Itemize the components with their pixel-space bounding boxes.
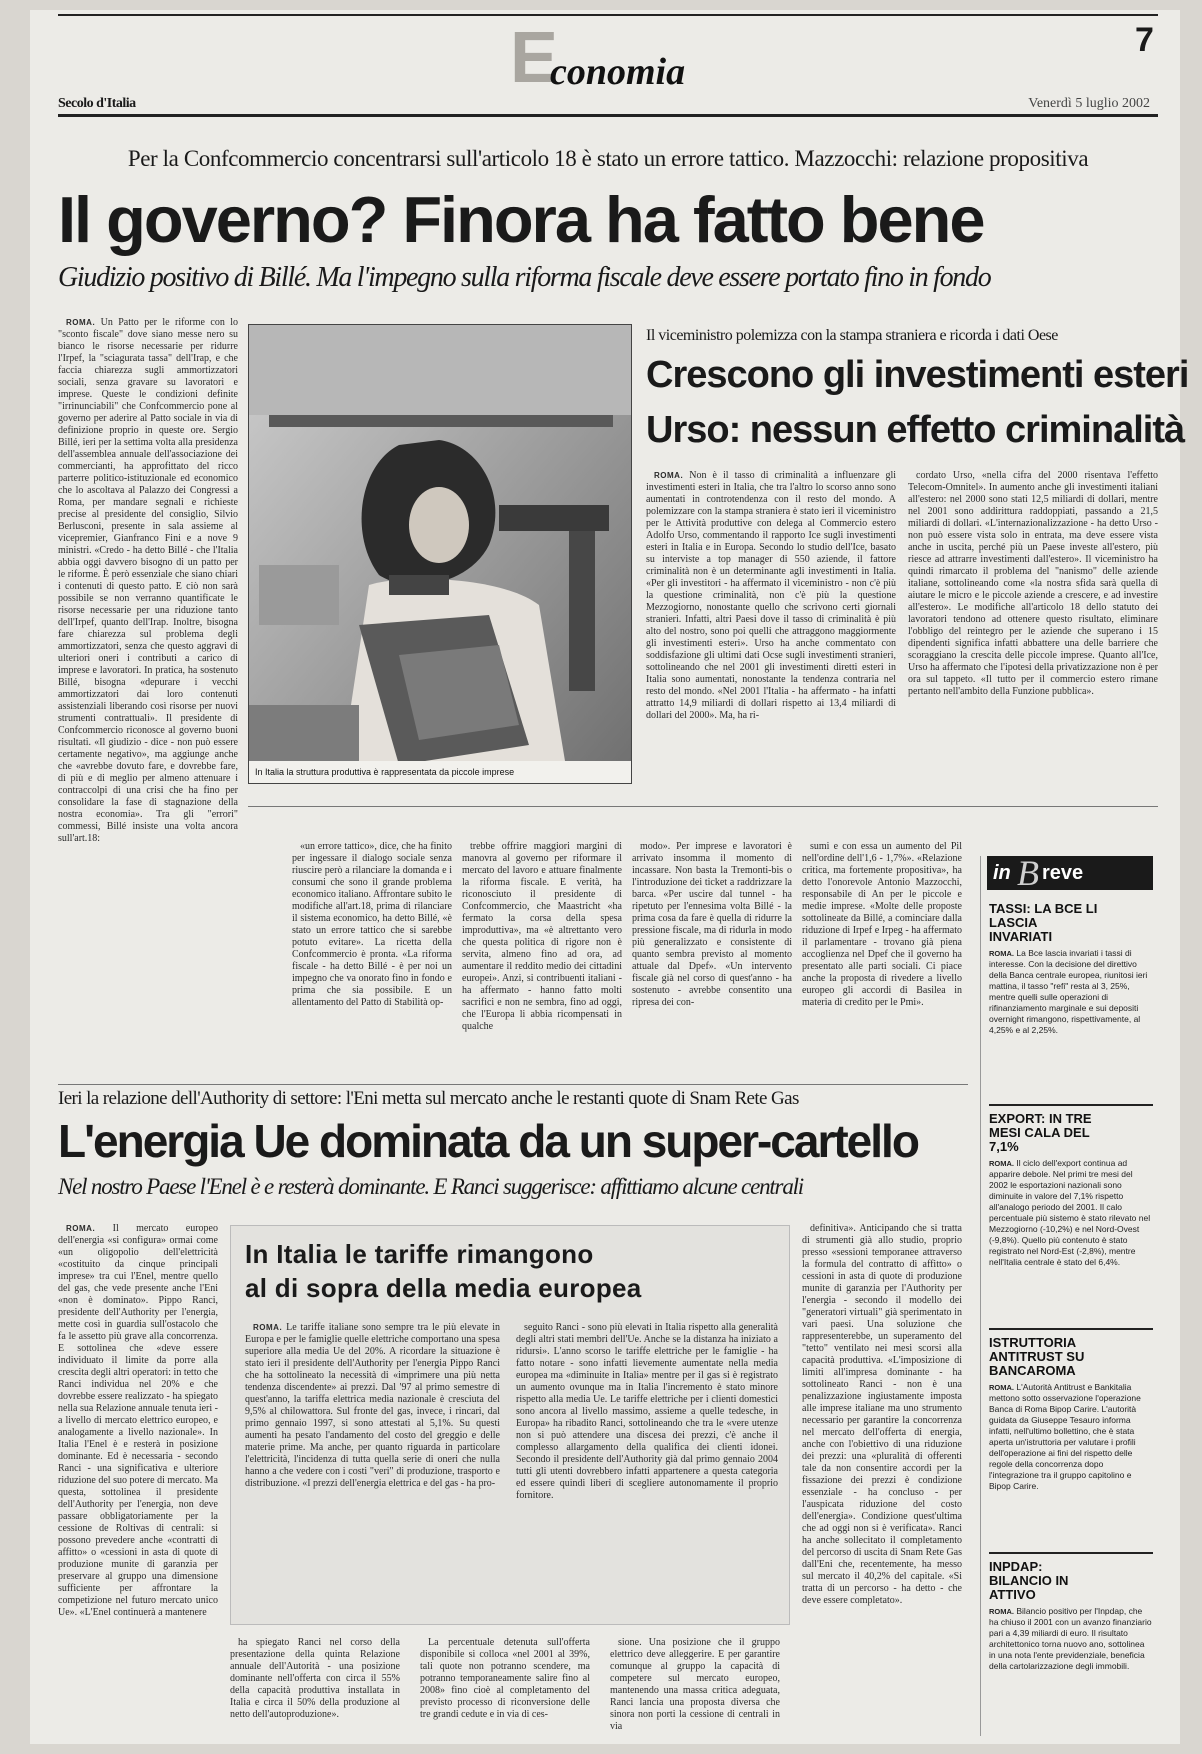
article2-text-2: cordato Urso, «nella cifra del 2000 risentava l'effetto Telecom-Omnitel». In aumento anche gli investimenti italiani all'estero: nel 2000 sono stati 12,5 miliardi di dollari, mentre nel 2001 sono addirittura raddoppiati, passando a 21,5 miliardi di dollari. «L'internazionalizzazione - ha detto Urso - non può essere vista solo in entrata, ma deve essere vista anche in uscita, perché più un Paese investe all'estero, più riesce ad attrarre investimenti dall'estero». Il viceministro ha quindi rimarcato il problema del "nanismo" delle aziende italiane, sottolineando come «la nostra sfida sarà quella di aiutare le micro e le piccole aziende a crescere, e ad investire all'estero». Le modifiche all'articolo 18 dello statuto dei lavoratori tendono ad ottenere questo risultato, eliminare l'obbligo del reintegro per le aziende che superano i 15 dipendenti significa infatti abbattere una delle barriere che scoraggiano la crescita delle piccole imprese. Quanto all'Ice, Urso ha affermato che l'ipotesi della privatizzazione non è per ora sul tappeto. «Il tutto per il commercio estero rimane pertanto nell'ambito della Funzione pubblica». bbox=[908, 470, 1158, 697]
page-number: 7 bbox=[1135, 21, 1154, 59]
article2-text-1: Non è il tasso di criminalità a influenzare gli investimenti esteri in Italia, che tra l'altro lo scorso anno sono aumentati in controtendenza con il resto del mondo. A polemizzare con la stampa straniera è stato ieri il viceministro per le Attività produttive con delega al Commercio estero Adolfo Urso, commentando il rapporto Ice sugli investimenti esteri in Italia e in Europa. Secondo lo studio dell'Ice, basato su interviste a top manager di 550 aziende, il fattore criminalità non è un determinante agli investimenti in Italia. «Per gli investitori - ha affermato il viceministro - non c'è più la questione criminalità, non c'è più la questione Mezzogiorno, nonostante quello che scrivono certi giornali stranieri. Infatti, altri Paesi dove il tasso di criminalità è più alto del nostro, sono poi quelli che attraggono maggiormente gli investimenti esteri». Urso ha anche commentato con soddisfazione gli ultimi dati Ocse sugli investimenti stranieri, sottolineando che nel 2001 gli investimenti diretti esteri in Italia sono aumentati, nonostante la tendenza contraria nel resto del mondo. «Nel 2001 l'Italia - ha affermato - ha infatti attratto 14,9 miliardi di dollari rispetto ai 13,4 miliardi di dollari del 2000». Ma, ha ri- bbox=[646, 470, 896, 721]
article1-headline: Il governo? Finora ha fatto bene bbox=[58, 183, 984, 256]
brief-divider bbox=[989, 1104, 1153, 1106]
article3-column-1 bbox=[58, 1223, 218, 1735]
article4-column-2 bbox=[516, 1322, 778, 1616]
article1-text-4: modo». Per imprese e lavoratori è arrivato insomma il momento di incassare. Non basta la Tremonti-bis o l'introduzione dei ticket a raddrizzare la barca. «Per uscire dal tunnel - ha ripetuto per l'ennesima volta Billé - la prima cosa da fare è quella di ridurre la pressione fiscale, ma di ridurla in modo più generalizzato e consistente di quanto sembra previsto al momento attuale dal Dpef». «Un intervento fiscale già nel corso di quest'anno - ha sostenuto - avrebbe consentito una ripresa dei con- bbox=[632, 841, 792, 1008]
article3-column-4 bbox=[610, 1637, 780, 1735]
article1-text-1: Un Patto per le riforme con lo "sconto fiscale" dove siano messe nero su bianco le risorse necessarie per ridurre l'Irpef, la "sciagurata tassa" dell'Irap, e che faccia chiarezza sugli ammortizzatori sociali, senza gravare su lavoratori e imprese. Queste le condizioni definite "irrinunciabili" che Confcommercio pone al governo per aderire al Patto sociale in via di definizione proprio in queste ore. Sergio Billé, ieri per la settima volta alla presidenza dell'assemblea annuale dell'associazione dei commercianti, ha approfittato del ricco parterre politico-istituzionale ed economico che lo ascoltava al Palazzo dei Congressi a Roma, per mandare segnali e richieste precise al presidente del consiglio, Silvio Berlusconi, presente in sala assieme al vicepremier, Gianfranco Fini e a nove 9 ministri. «Credo - ha detto Billé - che l'Italia abbia oggi davvero bisogno di un patto per le riforme. È però essenziale che siano chiari i contenuti di questo patto. E ciò non sarà possibile se non verranno quantificate le risorse necessarie per una riduzione tanto dell'Irpef, quanto dell'Irap. Inoltre, bisogna fare chiarezza sul problema degli ammortizzatori, senza che questo aggravi di ulteriori oneri i contributi a carico di imprese e lavoratori. In pratica, ha sostenuto Billé, bisogna «depurare i vecchi ammortizzatori dai loro contenuti assistenziali liberando così risorse per nuovi strumenti contrattuali». Il presidente di Confcommercio riconosce al governo buoni risultati. «Il giudizio - dice - non può essere certamente negativo», ma aggiunge anche che «avrebbe dovuto fare, e dovrebbe fare, di più e di meglio per almeno attenuare i contraccolpi di una crisi che ha fino per consolidare la fase di stagnazione della nostra economia». Tra gli "errori" commessi, Billé insiste una volta ancora sull'art.18: bbox=[58, 317, 238, 844]
article3-column-2 bbox=[230, 1637, 400, 1735]
brief-title: ISTRUTTORIA ANTITRUST SU BANCAROMA bbox=[989, 1335, 1085, 1378]
article2-dateline: ROMA. bbox=[654, 471, 684, 480]
article3-dateline: ROMA. bbox=[66, 1224, 96, 1233]
article4-headline-2: al di sopra della media europea bbox=[245, 1273, 642, 1303]
article1-column-2 bbox=[292, 841, 452, 1069]
brief-text bbox=[989, 1606, 1153, 1716]
issue-date: Venerdì 5 luglio 2002 bbox=[1028, 96, 1150, 111]
article3-kicker: Ieri la relazione dell'Authority di settore: l'Eni metta sul mercato anche le restanti quote di Snam Rete Gas bbox=[58, 1088, 799, 1109]
article3-text-1: Il mercato europeo dell'energia «si configura» ormai come «un oligopolio dell'elettricità «costituito da cinque principali imprese» tra cui l'Enel, mentre quello del gas, che vede presente anche l'Eni «non è dominato». Pippo Ranci, presidente dell'Authority per l'energia, mette così in guardia sull'ostacolo che fa le assetto più grave alla concorrenza. E sottolinea che «deve essere individuato il limite da porre alla crescita degli altri operatori: in tetto che Ranci individua nel 20% e che dovrebbe essere realizzato - ha spiegato nella sua Relazione annuale tenuta ieri - a livello di mercato elettrico europeo, e analogamente a livello nazionale». In Italia l'Enel è e resterà in posizione dominante. Ed è necessaria - secondo Ranci - una significativa e ulteriore riduzione del suo potere di mercato. Ma questa, sottolinea il presidente dell'Authority per l'energia, non deve passare obbligatoriamente per la cessione de Roltivas di centrali: si possono prevedere anche «contratti di affitto» o «cessioni in asta di quote di produzione munite di garanzia per preservare al gruppo una dimensione sufficiente per affrontare la competizione nel futuro mercato unico Ue». «L'Enel continuerà a mantenere bbox=[58, 1223, 218, 1618]
article2-bottom-rule bbox=[248, 806, 1158, 807]
brief-body: La Bce lascia invariati i tassi di interesse. Con la decisione del direttivo della Banca centrale europea, riunitosi ieri mattina, il tasso "refi" resta al 3, 25%, mentre quelli sulle operazioni di rifinanziamento marginale e sui depositi overnight rimangono, rispettivamente, al 4,25% e al 2,25%. bbox=[989, 948, 1148, 1035]
photo-caption: In Italia la struttura produttiva è rappresentata da piccole imprese bbox=[249, 761, 631, 783]
brief-body: Bilancio positivo per l'Inpdap, che ha chiuso il 2001 con un avanzo finanziario pari a 4,39 miliardi di euro. Il risultato architettonico torna nuovo ano, sottolinea in una nota l'ente previdenziale, beneficia della cartolarizzazione degli immobili. bbox=[989, 1606, 1152, 1671]
brief-item bbox=[989, 1560, 1153, 1716]
article1-column-5 bbox=[802, 841, 962, 1069]
brief-item bbox=[989, 1112, 1153, 1323]
article1-text-3: trebbe offrire maggiori margini di manovra al governo per riformare il mercato del lavoro e attuare finalmente la riforma fiscale. E verità, ha riconosciuto il presidente di Confcommercio, che Maastricht «ha fermato la corsa della spesa improduttiva», ma «è altrettanto vero che questa politica di rigore non è servita, almeno fino ad ora, ad aumentare il reddito medio dei cittadini europei». Anzi, si contribuenti italiani - ha affermato - hanno fatto molti sacrifici e non ne sembra, fino ad oggi, che l'Europa li abbia ricompensati in qualche bbox=[462, 841, 622, 1032]
factory-photo bbox=[248, 324, 632, 784]
brief-body: Il ciclo dell'export continua ad apparire debole. Nel primi tre mesi del 2002 le esportazioni nazionali sono diminuite in valore del 7,1% rispetto all'analogo periodo del 2001. Il calo percentuale più sistemo è stato rilevato nel Mezzogiorno (-10,2%) e nel Nord-Ovest (-9,8%). Quello più contenuto è stato registrato nel Nord-Est (-2,8%), mentre nell'Italia centrale è stato del 6,4%. bbox=[989, 1158, 1151, 1267]
newspaper-page bbox=[30, 10, 1189, 1744]
article2-headline-2: Urso: nessun effetto criminalità bbox=[646, 409, 1185, 451]
in-breve-sidebar bbox=[980, 853, 1158, 1736]
article2-kicker: Il viceministro polemizza con la stampa straniera e ricorda i dati Oese bbox=[646, 327, 1058, 344]
article3-column-5 bbox=[802, 1223, 962, 1735]
article1-text-2: «un errore tattico», dice, che ha finito per ingessare il dialogo sociale senza riuscire però a rilanciare la domanda e i consumi che sono il grande problema economico italiano. Affrontare subito le modifiche all'art.18, prima di rilanciare il sistema economico, ha detto Billé, «è stato un errore tattico che si sarebbe potuto evitare». La ricetta della Confcommercio è pronta. «La riforma fiscale - ha detto Billé - è per noi un impegno che va onorato fino in fondo e prima che sia possibile. E un allentamento del Patto di Stabilità op- bbox=[292, 841, 452, 1008]
worker-sewing-image bbox=[249, 325, 632, 784]
brief-text bbox=[989, 1158, 1153, 1323]
brief-item bbox=[989, 1336, 1153, 1547]
article4-text-1: Le tariffe italiane sono sempre tra le più elevate in Europa e per le famiglie quelle elettriche comportano una spesa superiore alla media Ue del 20%. A ricordare la situazione è stato ieri il presidente dell'Authority per l'energia Pippo Ranci che ha sottolineato la necessità di «imprimere una più netta tendenza discendente» ai prezzi. Dal '97 al primo semestre di quest'anno, la tariffa elettrica media nazionale è cresciuta del 9,5% al chilowattora. Sul fronte del gas, invece, i rincari, dal primo gennaio 1997, si sono attestati al 5,1%. Su questi aumenti ha pesato l'andamento del costo del greggio e delle materie prime. Ma anche, per quanto riguarda in particolare l'elettricità, l'incidenza di tutta quella serie di oneri che nulla hanno a che vedere con i costi "veri" di produzione, trasporto e distribuzione. «I prezzi dell'energia elettrica e del gas - ha pro- bbox=[245, 1322, 500, 1489]
brief-divider bbox=[989, 1328, 1153, 1330]
article4-column-1 bbox=[245, 1322, 500, 1616]
article1-dateline: ROMA. bbox=[66, 318, 96, 327]
section-title bbox=[510, 18, 810, 98]
brief-dateline: ROMA. bbox=[989, 1607, 1014, 1616]
article1-column-1 bbox=[58, 317, 238, 1069]
section-rest: conomia bbox=[550, 51, 686, 93]
article3-subhead: Nel nostro Paese l'Enel è e resterà dominante. E Ranci suggerisce: affittiamo alcune centrali bbox=[58, 1174, 803, 1199]
newspaper-name: Secolo d'Italia bbox=[58, 96, 136, 111]
article3-headline: L'energia Ue dominata da un super-cartello bbox=[58, 1115, 918, 1167]
in-breve-rest: reve bbox=[1042, 862, 1084, 884]
article3-text-2: ha spiegato Ranci nel corso della presentazione della quinta Relazione annuale dell'Autorità - una posizione dominante nell'offerta con circa il 55% della capacità produttiva installata in Italia e circa il 50% della produzione al netto dell'autoproduzione». bbox=[230, 1637, 400, 1720]
article3-text-4: sione. Una posizione che il gruppo elettrico deve alleggerire. E per garantire comunque al gruppo la capacità di competere sul mercato europeo, mantenendo una massa critica adeguata, Ranci lancia una proposta diversa che sinora non porti la cessione di centrali in via bbox=[610, 1637, 780, 1732]
article3-top-rule bbox=[58, 1084, 968, 1085]
article4-box bbox=[230, 1225, 790, 1625]
article3-text-5: definitiva». Anticipando che si tratta di strumenti già allo studio, proprio presso «sessioni temporanee attraverso la formula del contratto di affitto» o cessioni in asta di quote di produzione munite di garanzia per l'Authority per l'energia - secondo il modello dei "generatori virtuali" già sperimentato in vari paesi. Una soluzione che rappresenterebbe, un superamento del "tetto" ventilato nei mesi scorsi alla capacità produttiva. «L'imposizione di limiti all'impresa dominante - ha sottolineato Ranci - non è una penalizzazione ingiustamente imposta alle imprese italiane ma uno strumento necessario per garantire la concorrenza nel mercato dell'offerta di energia, anche con l'obiettivo di una riduzione dei prezzi: una «pluralità di offerenti tale da non consentire accordi per la fissazione dei prezzi è condizione essenziale - ha concluso - per l'auspicata riduzione del costo dell'energia». Condizione quest'ultima che ad oggi non si è verificata». Ranci ha anche sollecitato il completamento del percorso di uscita di Snam Rete Gas dall'Eni che, recentemente, ha messo sul mercato il 40,2% del capitale. «Si tratta di un percorso - ha detto - che deve essere completato». bbox=[802, 1223, 962, 1606]
article1-column-3 bbox=[462, 841, 622, 1069]
article4-dateline: ROMA. bbox=[253, 1323, 283, 1332]
brief-divider bbox=[989, 1552, 1153, 1554]
in-breve-prefix: in bbox=[993, 862, 1011, 884]
article1-column-4 bbox=[632, 841, 792, 1069]
brief-text bbox=[989, 1382, 1153, 1547]
brief-dateline: ROMA. bbox=[989, 1159, 1014, 1168]
article4-text-2: seguito Ranci - sono più elevati in Italia rispetto alla generalità degli altri stati membri dell'Ue. Anche se la distanza ha iniziato a ridursi». L'anno scorso le tariffe elettriche per le famiglie - ha fatto notare - sono infatti lievemente aumentate nella media europea ma «diminuite in Italia» mentre per il gas si è registrato un aumento ovunque ma in Italia l'incremento è stato minore rispetto alla media Ue. Le tariffe elettriche per i clienti domestici sono ancora al livello massimo, assieme a quelle tedesche, in Europa» ha ribadito Ranci, sottolineando che tra le «vere utenze non si può attendere una discesa dei prezzi, c'è anche il complesso allargamento della qualifica dei clienti idonei. Secondo il presidente dell'Authority già dal primo gennaio 2004 tutti gli utenti dovrebbero infatti appartenere a questa categoria ed essere quindi liberi di scegliere autonomamente il proprio fornitore. bbox=[516, 1322, 778, 1501]
brief-title: INPDAP: BILANCIO IN ATTIVO bbox=[989, 1559, 1069, 1602]
article1-text-5: sumi e con essa un aumento del Pil nell'ordine dell'1,6 - 1,7%». «Relazione critica, ma fortemente propositiva», ha detto l'onorevole Antonio Mazzocchi, responsabile di An per le piccole e medie imprese. «Molte delle proposte sottolineate da Billé, a cominciare dalla riduzione di Irpef e Irpeg - ha affermato il parlamentare - trovano già piena accoglienza nel Dpef che il governo ha presentato alle parti sociali. Ci piace anche la proposta di rivedere a livello europeo gli accordi di Basilea in materia di credito per le Pmi». bbox=[802, 841, 962, 1008]
article1-subhead: Giudizio positivo di Billé. Ma l'impegno sulla riforma fiscale deve essere portato fino in fondo bbox=[58, 262, 991, 293]
section-initial: E bbox=[510, 18, 559, 98]
article1-kicker: Per la Confcommercio concentrarsi sull'articolo 18 è stato un errore tattico. Mazzocchi: relazione propositiva bbox=[127, 146, 1089, 171]
brief-body: L'Autorità Antitrust e Bankitalia mettono sotto osservazione l'operazione Banca di Roma Bipop Carire. L'autorità guidata da Giuseppe Tesauro informa infatti, nell'ultimo bollettino, che è stata aperta un'istruttoria per valutare i profili dell'operazione ai fini del rispetto delle regole della concorrenza dopo l'integrazione tra il gruppo capitolino e Bipop Carire. bbox=[989, 1382, 1141, 1491]
article2-headline-1: Crescono gli investimenti esteri bbox=[646, 354, 1189, 396]
brief-item bbox=[989, 902, 1153, 1068]
article3-column-3 bbox=[420, 1637, 590, 1735]
brief-title: EXPORT: IN TRE MESI CALA DEL 7,1% bbox=[989, 1111, 1092, 1154]
brief-dateline: ROMA. bbox=[989, 949, 1014, 958]
header-rule bbox=[58, 114, 1158, 117]
article2-column-2 bbox=[908, 470, 1158, 800]
brief-dateline: ROMA. bbox=[989, 1383, 1014, 1392]
article3-text-3: La percentuale detenuta sull'offerta disponibile si colloca «nel 2001 al 39%, tali quote non potranno scendere, ma potranno temporaneamente salire fino al 2008» fino cioè al completamento del previsto processo di riconversione delle tre grandi cedute e in via di ces- bbox=[420, 1637, 590, 1720]
article4-headline-1: In Italia le tariffe rimangono bbox=[245, 1239, 594, 1269]
brief-text bbox=[989, 948, 1153, 1068]
in-breve-logo bbox=[987, 853, 1153, 893]
brief-title: TASSI: LA BCE LI LASCIA INVARIATI bbox=[989, 901, 1098, 944]
article2-column-1 bbox=[646, 470, 896, 800]
in-breve-initial: B bbox=[1017, 853, 1039, 893]
top-rule bbox=[58, 14, 1158, 16]
